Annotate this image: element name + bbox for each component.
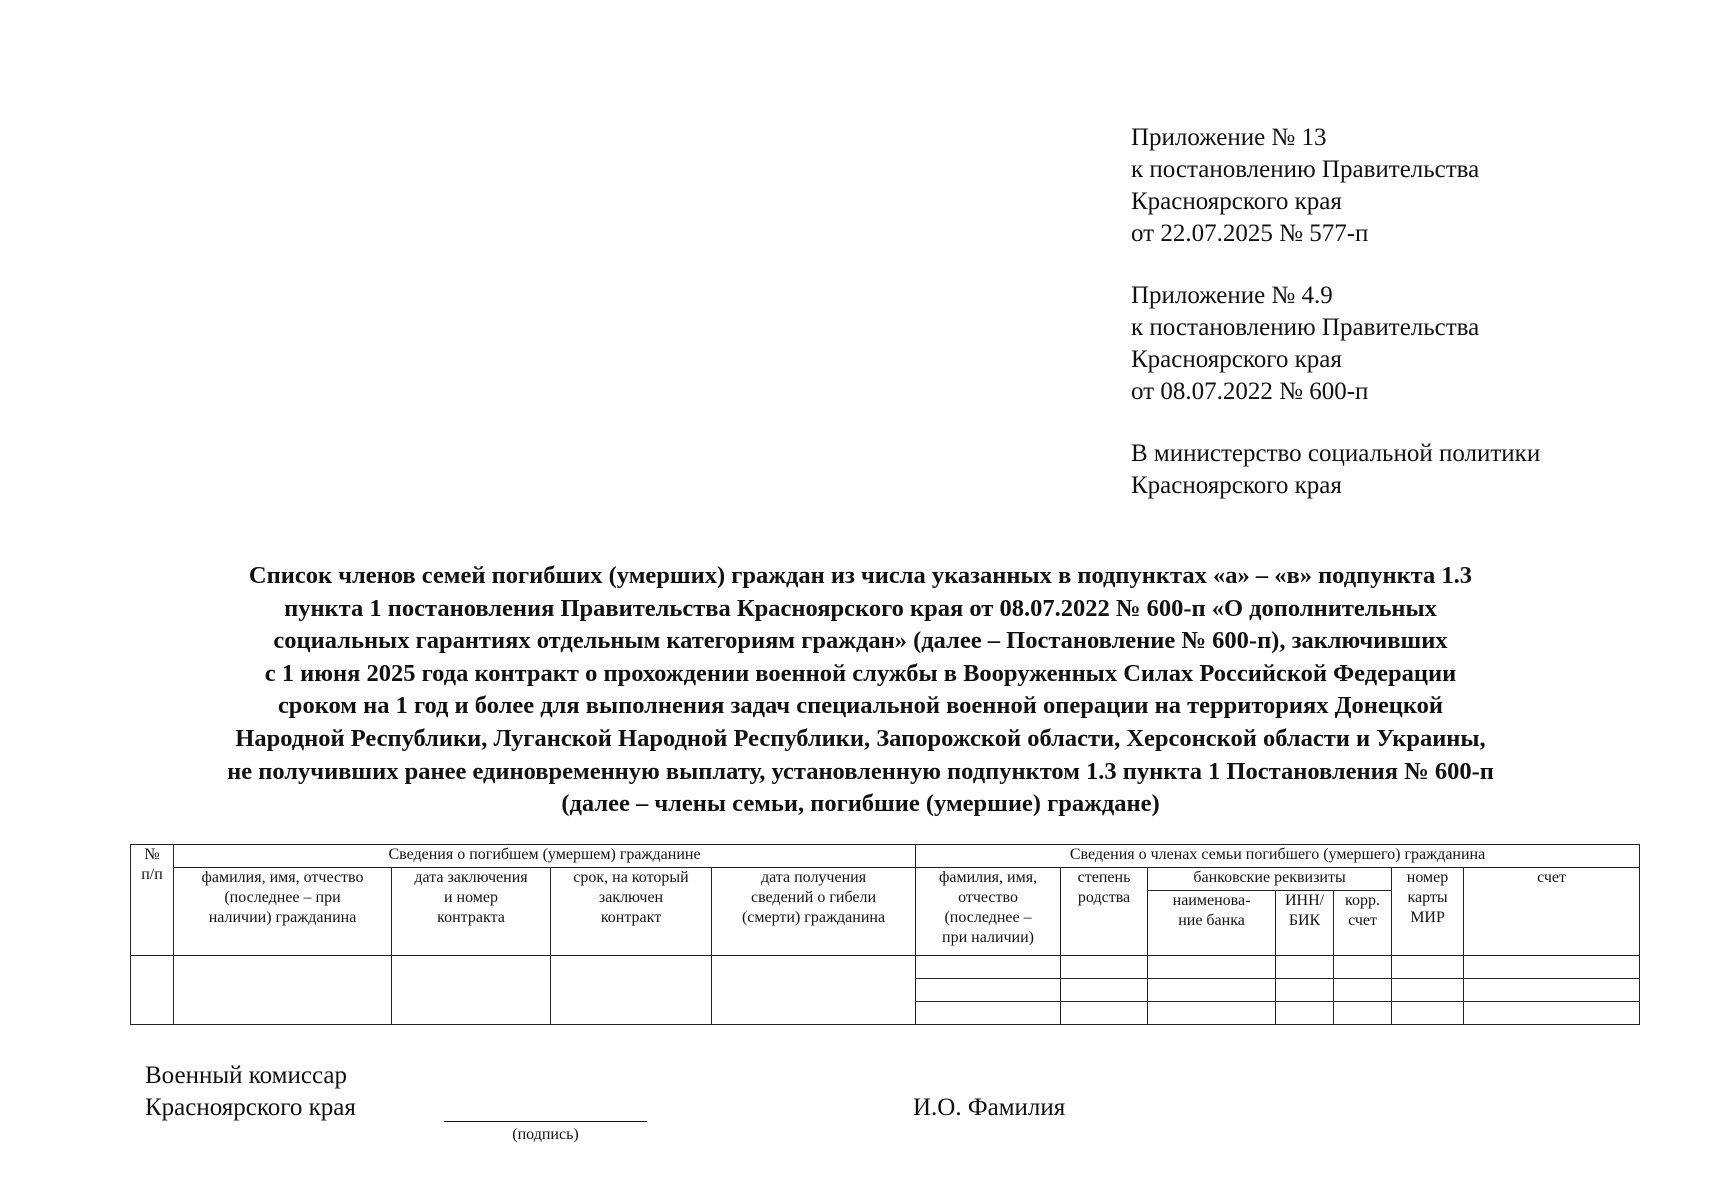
col-number-header: № п/п <box>131 845 174 956</box>
appendix-13-line4: от 22.07.2025 № 577-п <box>1131 220 1369 247</box>
family-members-table <box>130 844 1640 1025</box>
kinship-header: степень родства <box>1061 868 1148 956</box>
title-line: сроком на 1 год и более для выполнения задач специальной военной операции на территориях Донецкой <box>277 692 1444 720</box>
mir-card-header: номер карты МИР <box>1392 868 1464 956</box>
table-cell[interactable] <box>916 956 1061 979</box>
appendix-13-line1: Приложение № 13 <box>1131 124 1327 151</box>
table-cell[interactable] <box>1464 956 1640 979</box>
appendix-4-9-line1: Приложение № 4.9 <box>1131 282 1333 309</box>
signatory-position <box>145 1060 356 1124</box>
table-cell[interactable] <box>1148 979 1276 1002</box>
title-line: (далее – члены семьи, погибшие (умершие) граждане) <box>561 790 1160 818</box>
table-cell[interactable] <box>1392 1002 1464 1025</box>
table-cell[interactable] <box>131 956 174 1025</box>
appendix-4-9-header <box>1131 280 1691 408</box>
table-cell[interactable] <box>1464 979 1640 1002</box>
death-info-date-header: дата получения сведений о гибели (смерти) гражданина <box>712 868 916 956</box>
family-group-header: Сведения о членах семьи погибшего (умершего) гражданина <box>916 845 1640 868</box>
table-cell[interactable] <box>1392 979 1464 1002</box>
appendix-4-9-line3: Красноярского края <box>1131 346 1342 373</box>
table-cell[interactable] <box>1276 1002 1334 1025</box>
signature-line[interactable] <box>444 1121 647 1122</box>
contract-date-header: дата заключения и номер контракта <box>392 868 551 956</box>
table-cell[interactable] <box>1061 979 1148 1002</box>
deceased-name-header: фамилия, имя, отчество (последнее – при наличии) гражданина <box>174 868 392 956</box>
corr-account-header: корр. счет <box>1334 891 1392 956</box>
table-cell[interactable] <box>1061 956 1148 979</box>
deceased-group-header: Сведения о погибшем (умершем) гражданине <box>174 845 916 868</box>
appendix-13-header <box>1131 122 1691 250</box>
table-cell[interactable] <box>1392 956 1464 979</box>
table-header-row <box>131 845 1640 868</box>
family-member-name-header: фамилия, имя, отчество (последнее – при наличии) <box>916 868 1061 956</box>
table-cell[interactable] <box>1148 1002 1276 1025</box>
signatory-name: И.О. Фамилия <box>913 1094 1066 1121</box>
table-cell[interactable] <box>1334 956 1392 979</box>
account-header: счет <box>1464 868 1640 956</box>
appendix-13-line3: Красноярского края <box>1131 188 1342 215</box>
document-title <box>120 560 1601 821</box>
title-line: не получивших ранее единовременную выплату, установленную подпунктом 1.3 пункта 1 Постановления № 600-п <box>227 757 1494 785</box>
title-line: с 1 июня 2025 года контракт о прохождении военной службы в Вооруженных Силах Российской Федерации <box>264 659 1457 687</box>
bank-name-header: наименова- ние банка <box>1148 891 1276 956</box>
title-line: пункта 1 постановления Правительства Красноярского края от 08.07.2022 № 600-п «О дополнительных <box>284 594 1437 622</box>
inn-bik-header: ИНН/ БИК <box>1276 891 1334 956</box>
table-cell[interactable] <box>551 956 712 1025</box>
bank-details-header: банковские реквизиты <box>1148 868 1392 891</box>
title-line: Список членов семей погибших (умерших) граждан из числа указанных в подпунктах «а» – «в» подпункта 1.3 <box>248 562 1473 589</box>
table-cell[interactable] <box>1148 956 1276 979</box>
title-line: социальных гарантиях отдельным категориям граждан» (далее – Постановление № 600-п), заключивших <box>273 627 1448 655</box>
table-cell[interactable] <box>712 956 916 1025</box>
table-cell[interactable] <box>1276 956 1334 979</box>
table-cell[interactable] <box>1334 979 1392 1002</box>
contract-term-header: срок, на который заключен контракт <box>551 868 712 956</box>
addressee-line2: Красноярского края <box>1131 472 1342 499</box>
table-cell[interactable] <box>916 1002 1061 1025</box>
table-row <box>131 956 1640 979</box>
table-cell[interactable] <box>392 956 551 1025</box>
appendix-13-line2: к постановлению Правительства <box>1131 156 1480 183</box>
table-cell[interactable] <box>1334 1002 1392 1025</box>
table-cell[interactable] <box>1061 1002 1148 1025</box>
addressee-line1: В министерство социальной политики <box>1131 440 1541 467</box>
signatory-position-line1: Военный комиссар <box>145 1062 347 1089</box>
signatory-position-line2: Красноярского края <box>145 1094 356 1121</box>
table-cell[interactable] <box>916 979 1061 1002</box>
appendix-4-9-line2: к постановлению Правительства <box>1131 314 1480 341</box>
appendix-4-9-line4: от 08.07.2022 № 600-п <box>1131 378 1369 405</box>
table-cell[interactable] <box>174 956 392 1025</box>
title-line: Народной Республики, Луганской Народной Республики, Запорожской области, Херсонской области и Украины, <box>235 724 1486 752</box>
signature-caption: (подпись) <box>512 1126 579 1143</box>
table-cell[interactable] <box>1464 1002 1640 1025</box>
addressee <box>1131 438 1691 502</box>
table-cell[interactable] <box>1276 979 1334 1002</box>
table-header-row <box>131 868 1640 891</box>
